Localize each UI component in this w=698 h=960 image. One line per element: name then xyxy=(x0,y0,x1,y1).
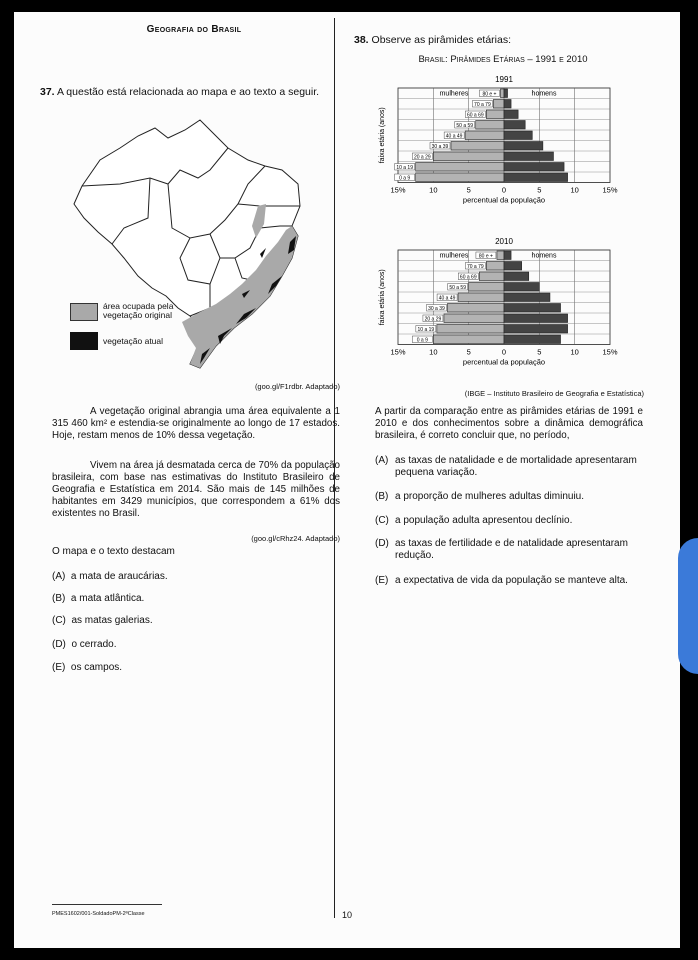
y-axis-label: faixa etária (anos) xyxy=(379,269,386,326)
chart-title: 2010 xyxy=(495,237,513,246)
age-label: 70 a 79 xyxy=(466,264,484,270)
legend-current-label: vegetação atual xyxy=(103,336,164,346)
q37-option-e[interactable] xyxy=(52,662,122,674)
age-label: 60 a 69 xyxy=(459,274,477,281)
q37-option-c[interactable] xyxy=(52,615,153,627)
age-label: 40 a 49 xyxy=(445,133,463,140)
option-letter: (D) xyxy=(375,538,389,549)
age-label: 30 a 39 xyxy=(428,306,445,312)
legend-male: homens xyxy=(531,252,557,260)
age-label: 30 a 39 xyxy=(431,144,449,150)
option-text: o cerrado. xyxy=(71,639,117,650)
option-letter: (B) xyxy=(52,593,66,604)
x-tick-label: 0 xyxy=(501,185,507,195)
q38-option-b[interactable] xyxy=(375,491,645,503)
q37-option-d[interactable] xyxy=(52,639,116,651)
footer-code: PMES1602/001-SoldadoPM-2ªClasse xyxy=(52,911,145,917)
bar-female xyxy=(416,163,504,172)
x-tick-label: 15% xyxy=(602,347,618,357)
x-tick-label: 5 xyxy=(466,347,471,357)
question-number: 37. xyxy=(40,86,55,98)
option-text: a expectativa de vida da população se manteve alta. xyxy=(395,575,628,586)
section-header: Geografia do Brasil xyxy=(146,24,242,35)
legend-original-label: área ocupada pela vegetação original xyxy=(103,301,174,320)
bar-female xyxy=(451,142,504,151)
x-tick-label: 10 xyxy=(429,347,438,357)
brazil-vegetation-map xyxy=(60,108,340,380)
bar-male xyxy=(504,283,539,292)
question-intro: Observe as pirâmides etárias: xyxy=(371,34,512,46)
text-source: (goo.gl/cRhz24. Adaptado) xyxy=(251,534,340,543)
age-label: 0 a 9 xyxy=(416,337,428,344)
bar-female xyxy=(469,283,504,292)
x-tick-label: 5 xyxy=(537,347,542,357)
question-intro: A questão está relacionada ao mapa e ao texto a seguir. xyxy=(56,86,320,98)
bar-male xyxy=(504,325,568,334)
y-axis-label: faixa etária (anos) xyxy=(379,107,386,164)
x-axis-label: percentual da população xyxy=(462,357,546,367)
bar-male xyxy=(504,173,568,182)
option-letter: (E) xyxy=(52,662,66,673)
bar-female xyxy=(486,262,504,271)
x-tick-label: 5 xyxy=(537,185,542,195)
age-label: 0 a 9 xyxy=(399,175,411,182)
option-letter: (A) xyxy=(375,455,389,466)
q37-option-b[interactable] xyxy=(52,593,144,605)
bar-female xyxy=(447,304,504,313)
option-letter: (A) xyxy=(52,571,66,582)
q38-option-d[interactable] xyxy=(375,538,645,562)
q38-option-a[interactable] xyxy=(375,455,645,479)
bar-male xyxy=(504,163,564,172)
bar-male xyxy=(504,314,568,323)
x-tick-label: 10 xyxy=(429,185,438,195)
bar-male xyxy=(504,293,550,302)
legend-original-swatch xyxy=(70,303,98,321)
bar-male xyxy=(504,152,553,161)
bar-male xyxy=(504,121,525,130)
legend-current-swatch xyxy=(70,332,98,350)
bar-male xyxy=(504,272,529,281)
page-number: 10 xyxy=(342,910,353,920)
bar-male xyxy=(504,335,561,344)
age-label: 40 a 49 xyxy=(438,295,456,302)
chart-source: (IBGE – Instituto Brasileiro de Geografia e Estatística) xyxy=(464,389,644,398)
age-label: 10 a 19 xyxy=(417,327,435,333)
bar-male xyxy=(504,304,561,313)
legend-female: mulheres xyxy=(439,90,469,98)
option-text: as taxas de fertilidade e de natalidade apresentaram redução. xyxy=(395,538,628,561)
bar-male xyxy=(504,89,508,98)
footer-rule xyxy=(52,904,162,905)
bar-female xyxy=(433,335,504,344)
age-label: 20 a 29 xyxy=(424,316,442,323)
option-letter: (E) xyxy=(375,575,389,586)
bar-male xyxy=(504,100,511,109)
option-text: as matas galerias. xyxy=(71,615,153,626)
bar-male xyxy=(504,262,522,271)
age-label: 50 a 59 xyxy=(456,123,474,129)
side-tab[interactable] xyxy=(678,538,698,674)
legend-female: mulheres xyxy=(439,252,469,260)
question-38-paragraph: A partir da comparação entre as pirâmides etárias de 1991 e 2010 e dos conhecimentos sobre a dinâmica demográfica brasileira, é correto concluir que, no período, xyxy=(375,406,643,441)
bar-female xyxy=(458,293,504,302)
q38-option-e[interactable] xyxy=(375,575,645,587)
question-number: 38. xyxy=(354,34,369,46)
bar-female xyxy=(437,325,504,334)
option-text: as taxas de natalidade e de mortalidade apresentaram pequena variação. xyxy=(395,455,637,478)
bar-female xyxy=(416,173,504,182)
q37-option-a[interactable] xyxy=(52,571,168,583)
chart-title: 1991 xyxy=(495,75,513,84)
x-tick-label: 0 xyxy=(501,347,507,357)
option-text: a mata atlântica. xyxy=(70,593,145,604)
bar-female xyxy=(486,110,504,119)
question-37-stem: O mapa e o texto destacam xyxy=(52,546,175,557)
legend-male: homens xyxy=(531,90,557,98)
map-source: (goo.gl/F1rdbr. Adaptado) xyxy=(254,382,340,391)
x-tick-label: 5 xyxy=(466,185,471,195)
bar-female xyxy=(476,121,504,130)
x-tick-label: 15% xyxy=(390,347,406,357)
pyramid-1991 xyxy=(372,72,630,222)
age-label: 20 a 29 xyxy=(413,154,431,161)
bar-male xyxy=(504,251,511,260)
bar-female xyxy=(444,314,504,323)
x-tick-label: 10 xyxy=(570,185,579,195)
bar-female xyxy=(497,251,504,260)
q38-option-c[interactable] xyxy=(375,515,645,527)
age-label: 10 a 19 xyxy=(396,165,414,171)
x-tick-label: 15% xyxy=(602,185,618,195)
question-38-intro xyxy=(354,34,654,46)
paragraph-1: A vegetação original abrangia uma área equivalente a 1 315 460 km² e estendia-se originalmente ao longo de 17 estados. Hoje, restam menos de 10% dessa vegetação. xyxy=(52,406,340,441)
option-letter: (D) xyxy=(52,639,66,650)
question-37-intro xyxy=(40,86,330,98)
pyramid-2010 xyxy=(372,234,630,384)
bar-female xyxy=(479,272,504,281)
option-letter: (C) xyxy=(375,515,389,526)
bar-male xyxy=(504,110,518,119)
age-label: 80 e + xyxy=(478,253,493,260)
x-tick-label: 10 xyxy=(570,347,579,357)
bar-female xyxy=(465,131,504,140)
figure-title: Brasil: Pirâmides Etárias – 1991 e 2010 xyxy=(418,54,588,65)
age-label: 60 a 69 xyxy=(466,112,484,119)
option-letter: (B) xyxy=(375,491,389,502)
bar-female xyxy=(493,100,504,109)
bar-male xyxy=(504,142,543,151)
option-letter: (C) xyxy=(52,615,66,626)
option-text: os campos. xyxy=(70,662,123,673)
age-label: 70 a 79 xyxy=(474,102,491,108)
age-label: 80 e + xyxy=(482,91,497,98)
bar-male xyxy=(504,131,532,140)
x-tick-label: 15% xyxy=(390,185,406,195)
bar-female xyxy=(433,152,504,161)
option-text: a população adulta apresentou declínio. xyxy=(395,515,573,526)
age-label: 50 a 59 xyxy=(449,285,467,291)
option-text: a mata de araucárias. xyxy=(70,571,168,582)
x-axis-label: percentual da população xyxy=(462,195,546,205)
bar-female xyxy=(500,89,504,98)
option-text: a proporção de mulheres adultas diminuiu. xyxy=(395,491,584,502)
paragraph-2: Vivem na área já desmatada cerca de 70% da população brasileira, com base nas estimativas do Instituto Brasileiro de Geografia e Estatística em 2014. São mais de 145 milhões de habitantes em 3429 municípios, que correspondem a 61% dos existentes no Brasil. xyxy=(52,460,340,519)
